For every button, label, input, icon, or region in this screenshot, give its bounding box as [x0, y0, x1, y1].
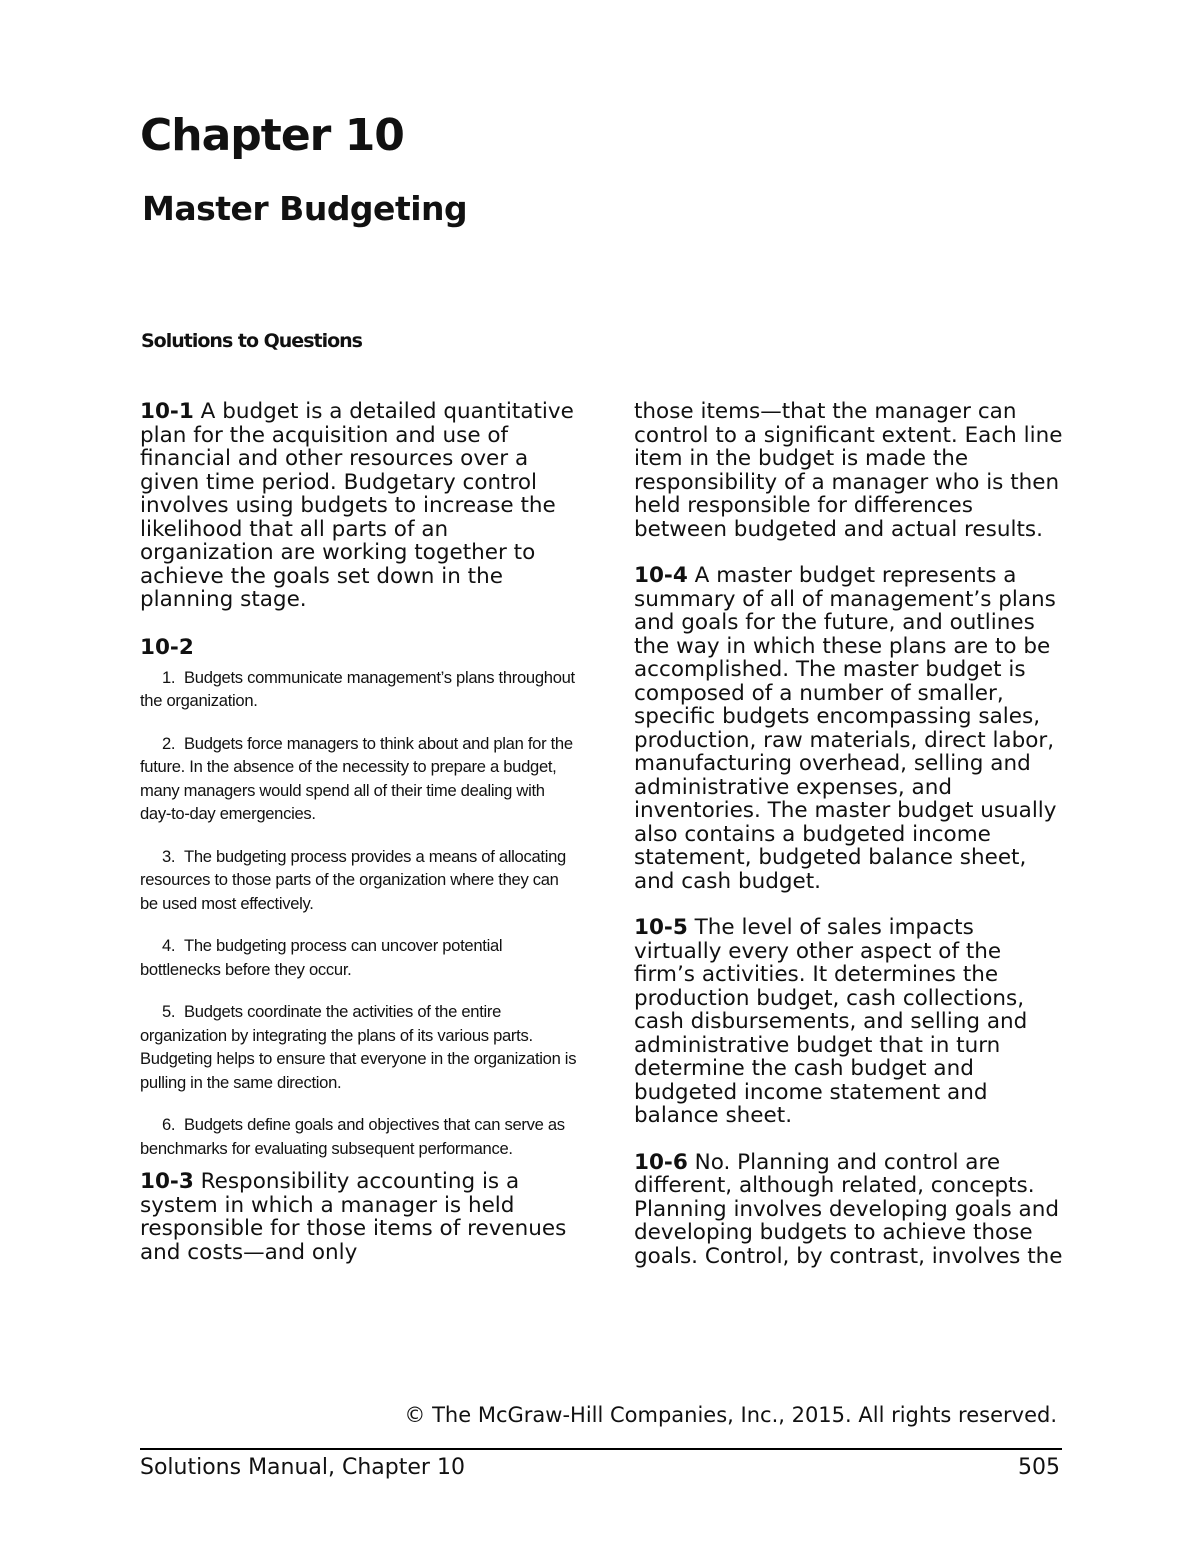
- question-10-2-number: 10-2: [140, 634, 194, 660]
- list-item-text: Budgets define goals and objectives that can serve as benchmarks for evaluating subsequent performance.: [140, 1115, 565, 1158]
- question-number: 10-1: [140, 399, 194, 424]
- answer-text: No. Planning and control are different, although related, concepts. Planning involves developing goals and developing budgets to achieve those goals. Control, by contrast, involves the: [634, 1149, 1063, 1269]
- list-item: [140, 666, 580, 713]
- list-item-text: The budgeting process can uncover potential bottlenecks before they occur.: [140, 936, 503, 979]
- question-number: 10-5: [634, 915, 688, 940]
- list-item-text: The budgeting process provides a means of allocating resources to those parts of the organization where they can be used most effectively.: [140, 846, 566, 913]
- question-10-1: [140, 400, 580, 612]
- list-item-number: 3.: [162, 846, 176, 866]
- question-number: 10-3: [140, 1169, 194, 1194]
- question-10-3-continued: those items—that the manager can control to a significant extent. Each line item in the budget is made the responsibility of a manager who is then held responsible for differences between budgeted and actual results.: [634, 399, 1063, 542]
- footer-manual-title: Solutions Manual, Chapter 10: [140, 1455, 465, 1480]
- list-item: [140, 1000, 580, 1094]
- list-item: [140, 845, 580, 916]
- footer-divider: [140, 1448, 1062, 1450]
- copyright-notice: © The McGraw-Hill Companies, Inc., 2015. All rights reserved.: [404, 1403, 1057, 1427]
- right-column: [634, 400, 1064, 1268]
- question-number: 10-6: [634, 1149, 688, 1175]
- list-item: [140, 732, 580, 826]
- list-item-text: Budgets coordinate the activities of the entire organization by integrating the plans of its various parts. Budgeting helps to ensure that everyone in the organization is pulling in the same direction.: [140, 1002, 577, 1092]
- chapter-subtitle: Master Budgeting: [142, 189, 468, 228]
- question-10-5: [634, 916, 1064, 1128]
- list-item: [140, 1113, 580, 1160]
- question-10-6: [634, 1151, 1064, 1269]
- answer-text: A budget is a detailed quantitative plan for the acquisition and use of financial and other resources over a given time period. Budgetary control involves using budgets to increase the likelihood that all parts of an organization are working together to achieve the goals set down in the planning stage.: [140, 399, 574, 612]
- question-10-4: [634, 564, 1064, 893]
- list-item-number: 6.: [162, 1115, 176, 1134]
- list-item: [140, 934, 580, 981]
- section-heading: Solutions to Questions: [141, 330, 362, 352]
- list-item-number: 4.: [162, 936, 176, 955]
- question-10-3: [140, 1170, 580, 1264]
- answer-text: The level of sales impacts virtually every other aspect of the firm’s activities. It determines the production budget, cash collections, cash disbursements, and selling and administrative budget that in turn determine the cash budget and budgeted income statement and balance sheet.: [634, 915, 1028, 1128]
- list-item-number: 1.: [162, 667, 176, 687]
- question-10-2-list: [140, 666, 580, 1161]
- question-number: 10-4: [634, 563, 688, 588]
- list-item-text: Budgets communicate management’s plans throughout the organization.: [140, 667, 575, 710]
- list-item-text: Budgets force managers to think about and plan for the future. In the absence of the necessity to prepare a budget, many managers would spend all of their time dealing with day-to-day emergencies.: [140, 733, 573, 823]
- answer-text: Responsibility accounting is a system in which a manager is held responsible for those items of revenues and costs—and only: [140, 1169, 567, 1265]
- page-number: 505: [1018, 1455, 1060, 1480]
- list-item-number: 2.: [162, 733, 176, 753]
- chapter-title: Chapter 10: [140, 110, 404, 161]
- list-item-number: 5.: [162, 1002, 176, 1021]
- left-column: [140, 400, 580, 1264]
- answer-text: A master budget represents a summary of all of management’s plans and goals for the future, and outlines the way in which these plans are to be accomplished. The master budget is composed of a number of smaller, specific budgets encompassing sales, production, raw materials, direct labor, manufacturing overhead, selling and administrative expenses, and inventories. The master budget usually also contains a budgeted income statement, budgeted balance sheet, and cash budget.: [634, 563, 1057, 894]
